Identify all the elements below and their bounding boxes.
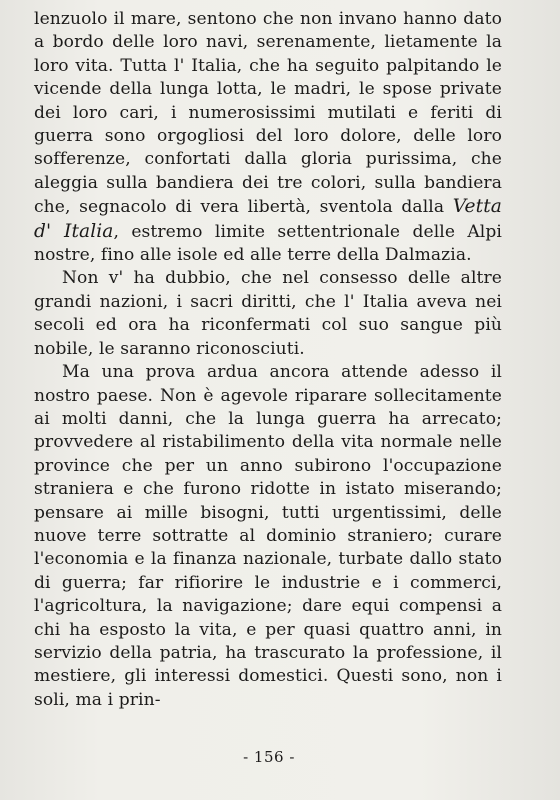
paragraph-3-text: Ma una prova ardua ancora attende adesso il nostro paese. Non è agevole riparare sollecitamente ai molti danni, che la lunga guerra ha arrecato; provvedere al ristabilimento della vita normale nelle province che per un anno subirono l'occupazione straniera e che furono ridotte in istato miserando; pensare ai mille bisogni, tutti urgentissimi, delle nuove terre sottratte al dominio straniero; curare l'economia e la finanza nazionale, turbate dallo stato di guerra; far rifiorire le industrie e i commerci, l'agricoltura, la navigazione; dare equi compensi a chi ha esposto la vita, e per quasi quattro anni, in servizio della patria, ha trascurato la professione, il mestiere, gli interessi domestici. Questi sono, non i soli, ma i prin- (34, 362, 502, 710)
paragraph-1-text: lenzuolo il mare, sentono che non invano hanno dato a bordo delle loro navi, serenamente, lietamente la loro vita. Tutta l' Italia, che ha seguito palpitando le vicende della lunga lotta, le madri, le spose private dei loro cari, i numerosissimi mutilati e feriti di guerra sono orgogliosi del loro dolore, delle loro sofferenze, confortati dalla gloria purissima, che aleggia sulla bandiera dei tre colori, sulla bandiera che, segnacolo di vera libertà, sventola dalla (34, 9, 502, 218)
page-number: - 156 - (243, 748, 295, 766)
paragraph-2-text: Non v' ha dubbio, che nel consesso delle altre grandi nazioni, i sacri diritti, che l' Italia aveva nei secoli ed ora ha riconfermati col suo sangue più nobile, le saranno riconosciuti. (34, 268, 502, 359)
body-text (34, 8, 502, 712)
paragraph-1 (34, 8, 502, 267)
paragraph-3 (34, 361, 502, 712)
vetta-italia-italic: Vetta d' Italia (34, 196, 502, 242)
paragraph-1-text-end: , estremo limite settentrionale delle Alpi nostre, fino alle isole ed alle terre della Dalmazia. (34, 221, 502, 266)
paragraph-2 (34, 267, 502, 361)
